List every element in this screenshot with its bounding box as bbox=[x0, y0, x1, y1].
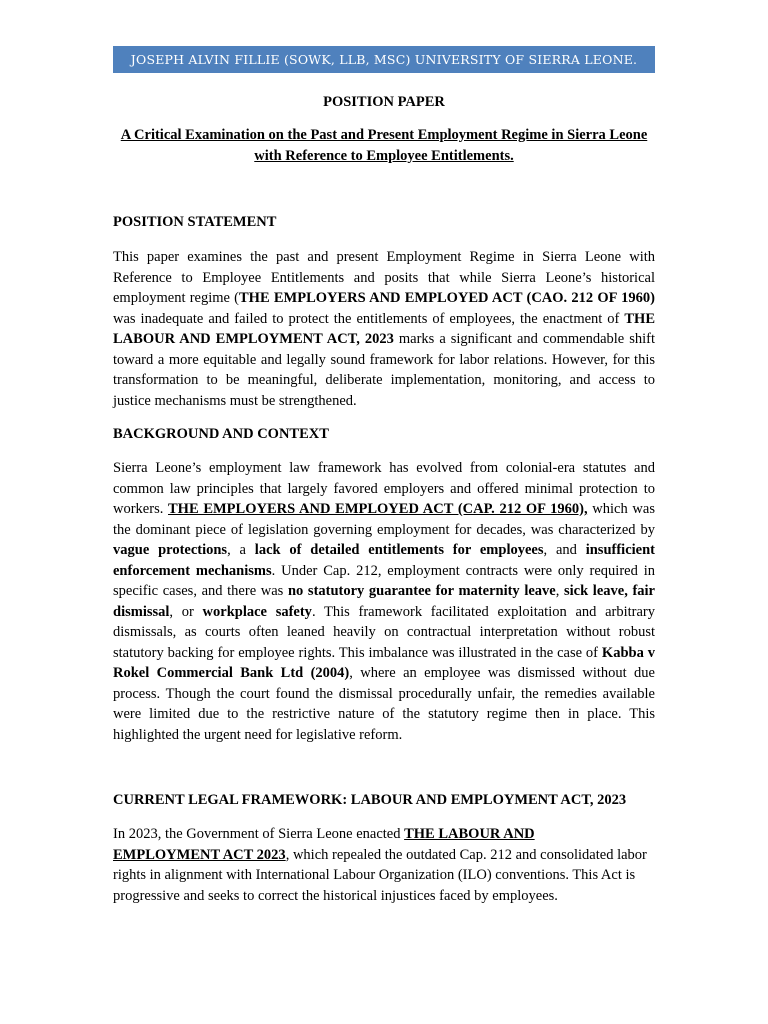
position-statement-heading: POSITION STATEMENT bbox=[113, 214, 277, 230]
document-subtitle: A Critical Examination on the Past and Present Employment Regime in Sierra Leone with Reference to Employee Entitlements. bbox=[120, 127, 648, 164]
background-paragraph bbox=[113, 458, 655, 745]
text-run: marks a significant and commendable shift toward a more equitable and legally sound framework for labor relations. However, for this transformation to be meaningful, deliberate implementation, monitoring, and access to justice mechanisms must be strengthened. bbox=[113, 331, 656, 409]
text-run: which was the dominant piece of legislation governing employment for decades, was characterized by bbox=[113, 501, 655, 538]
text-run: was inadequate and failed to protect the entitlements of employees, the enactment of bbox=[113, 310, 625, 327]
bold-run: THE EMPLOYERS AND EMPLOYED ACT (CAO. 212 OF 1960) bbox=[239, 290, 656, 306]
bold-run: lack of detailed entitlements for employees bbox=[254, 542, 544, 558]
text-run: In 2023, the Government of Sierra Leone enacted bbox=[113, 826, 405, 842]
underlined-bold-run: EMPLOYMENT ACT 2023 bbox=[113, 846, 286, 863]
background-heading: BACKGROUND AND CONTEXT bbox=[113, 426, 329, 442]
current-framework-heading: CURRENT LEGAL FRAMEWORK: LABOUR AND EMPLOYMENT ACT, 2023 bbox=[113, 792, 627, 808]
bold-run: no statutory guarantee for maternity leave bbox=[287, 583, 556, 599]
document-title: POSITION PAPER bbox=[323, 94, 445, 110]
current-framework-paragraph bbox=[113, 824, 655, 906]
text-run: , and bbox=[543, 542, 586, 558]
text-run: , or bbox=[169, 603, 203, 620]
underlined-bold-run: THE EMPLOYERS AND EMPLOYED ACT (CAP. 212 OF 1960), bbox=[168, 501, 588, 517]
author-header-band bbox=[113, 46, 655, 73]
text-run: , a bbox=[227, 542, 255, 558]
text-run: Sierra Leone’s employment law framework has evolved from colonial-era statutes and common law principles that largely favored employers and offered minimal protection to workers. bbox=[113, 460, 655, 517]
bold-run: vague protections bbox=[113, 542, 228, 558]
underlined-bold-run: THE LABOUR AND bbox=[404, 826, 535, 842]
bold-run: insufficient enforcement mechanisms bbox=[113, 542, 655, 579]
text-run: This paper examines the past and present Employment Regime in Sierra Leone with Reference to Employee Entitlements and posits that while Sierra Leone’s historical employment regime ( bbox=[113, 249, 655, 306]
position-statement-paragraph bbox=[113, 247, 655, 411]
bold-run: sick leave, fair dismissal bbox=[113, 583, 655, 620]
text-run: . Under Cap. 212, employment contracts were only required in specific cases, and there was bbox=[113, 562, 655, 599]
text-run: , bbox=[555, 583, 564, 599]
bold-run: THE LABOUR AND EMPLOYMENT ACT, 2023 bbox=[113, 310, 655, 347]
text-run: , which repealed the outdated Cap. 212 and consolidated labor rights in alignment with International Labour Organization (ILO) conventions. This Act is progressive and seeks to correct the historical injustices faced by employees. bbox=[113, 846, 647, 904]
text-run: , where an employee was dismissed without due process. Though the court found the dismissal procedurally unfair, the remedies available were limited due to the restrictive nature of the statutory regime then in place. This highlighted the urgent need for legislative reform. bbox=[113, 665, 655, 743]
author-header-text: JOSEPH ALVIN FILLIE (SOWK, LLB, MSC) UNIVERSITY OF SIERRA LEONE. bbox=[130, 52, 638, 67]
text-run: . This framework facilitated exploitation and arbitrary dismissals, as courts often leaned heavily on contractual interpretation without robust statutory backing for employee rights. This imbalance was illustrated in the case of bbox=[113, 603, 655, 661]
bold-run: Kabba v Rokel Commercial Bank Ltd (2004) bbox=[113, 644, 655, 681]
bold-run: workplace safety bbox=[202, 603, 312, 620]
